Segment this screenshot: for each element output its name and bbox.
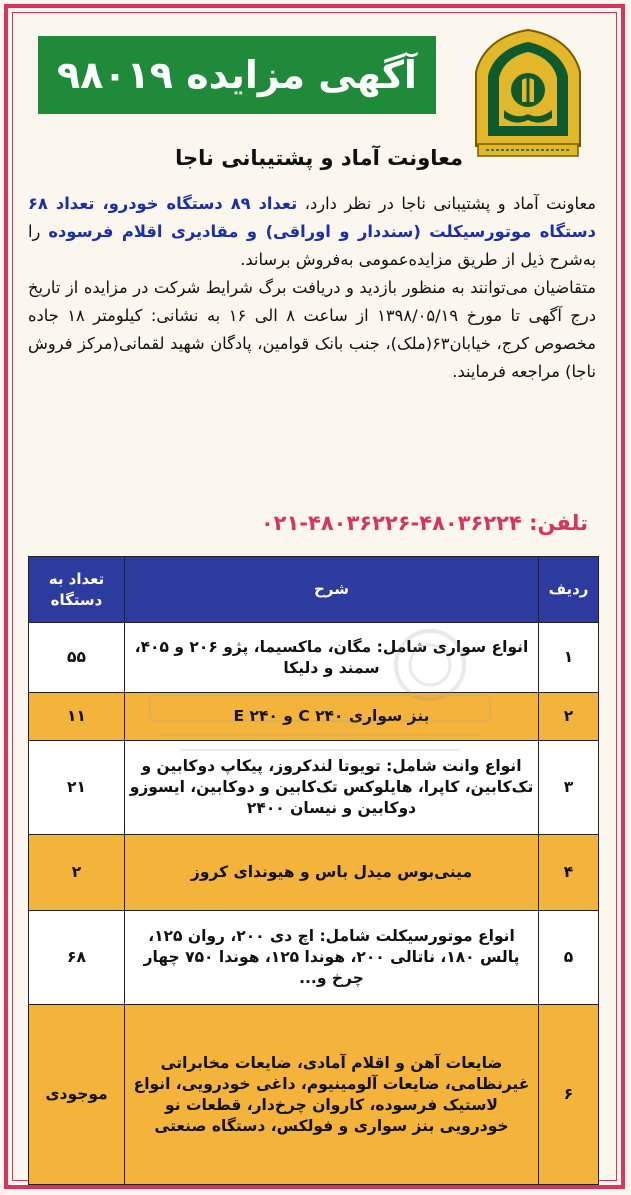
table-row <box>29 623 599 693</box>
table-row <box>29 835 599 911</box>
header-count: تعداد به دستگاه <box>29 557 125 623</box>
row-count: ۱۱ <box>29 693 125 741</box>
row-count: ۶۸ <box>29 911 125 1005</box>
row-number: ۵ <box>539 911 599 1005</box>
row-number: ۱ <box>539 623 599 693</box>
paragraph-1-end: را به‌شرح ذیل از طریق مزایده‌عمومی به‌فروش برساند. <box>28 222 596 269</box>
table-row <box>29 1005 599 1185</box>
row-number: ۳ <box>539 741 599 835</box>
header-row-number: ردیف <box>539 557 599 623</box>
police-emblem-icon <box>468 26 588 161</box>
row-count: ۲۱ <box>29 741 125 835</box>
row-number: ۶ <box>539 1005 599 1185</box>
row-number: ۴ <box>539 835 599 911</box>
paragraph-1-highlight: تعداد ۸۹ دستگاه خودرو، تعداد ۶۸ دستگاه موتورسیکلت (سنددار و اوراقی) و مقادیری اقلام فرسوده <box>28 194 597 241</box>
paragraph-1 <box>28 190 596 274</box>
row-count: موجودی <box>29 1005 125 1185</box>
page-subtitle: معاونت آماد و پشتیبانی ناجا <box>175 146 463 170</box>
row-number: ۲ <box>539 693 599 741</box>
announcement-body <box>28 190 596 386</box>
table-row <box>29 911 599 1005</box>
table-row <box>29 693 599 741</box>
table-header-row <box>29 557 599 623</box>
table-row <box>29 741 599 835</box>
row-count: ۵۵ <box>29 623 125 693</box>
page-title: آگهی مزایده ۹۸۰۱۹ <box>57 53 417 97</box>
row-description: انواع موتورسیکلت شامل: اچ دی ۲۰۰، روان ۱۲۵، پالس ۱۸۰، ناتالی ۲۰۰، هوندا ۱۲۵، هوندا ۷۵۰ چهار چرخ و... <box>125 911 539 1005</box>
row-count: ۲ <box>29 835 125 911</box>
paragraph-1-start: معاونت آماد و پشتیبانی ناجا در نظر دارد، <box>297 194 597 213</box>
row-description: ضایعات آهن و اقلام آمادی، ضایعات مخابراتی غیرنظامی، ضایعات آلومینیوم، داغی خودرویی، انواع لاستیک فرسوده، کاروان چرخ‌دار، قطعات نو خودرویی بنز سواری و فولکس، دستگاه صنعتی <box>125 1005 539 1185</box>
row-description: انواع سواری شامل: مگان، ماکسیما، پژو ۲۰۶ و ۴۰۵، سمند و دلیکا <box>125 623 539 693</box>
phone-numbers: تلفن: ۴۸۰۳۶۲۲۴-۴۸۰۳۶۲۲۶-۰۲۱ <box>260 511 588 535</box>
row-description: بنز سواری C ۲۴۰ و E ۲۴۰ <box>125 693 539 741</box>
items-table <box>28 556 599 1185</box>
paragraph-2: متقاضیان می‌توانند به منظور بازدید و دریافت برگ شرایط شرکت در مزایده از تاریخ درج آگهی تا مورخ ۱۳۹۸/۰۵/۱۹ از ساعت ۸ الی ۱۶ به نشانی: کیلومتر ۱۸ جاده مخصوص کرج، خیابان۶۳(ملک)، جنب بانک قوامین، پادگان شهید لقمانی(مرکز فروش ناجا) مراجعه فرمایند. <box>28 278 596 381</box>
header-description: شرح <box>125 557 539 623</box>
row-description: انواع وانت شامل: تویوتا لندکروز، پیکاپ دوکابین و تک‌کابین، کاپرا، هایلوکس تک‌کابین و دوکابین، ایسوزو دوکابین و نیسان ۲۴۰۰ <box>125 741 539 835</box>
row-description: مینی‌بوس میدل باس و هیوندای کروز <box>125 835 539 911</box>
